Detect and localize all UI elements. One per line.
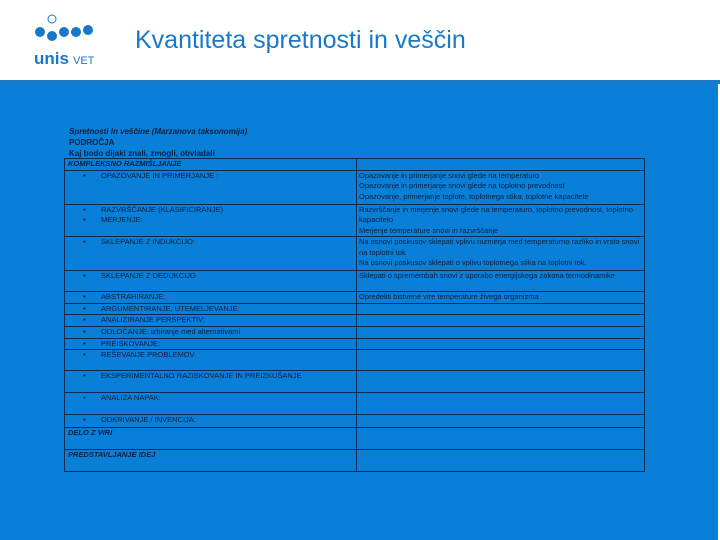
- bullet-icon: •: [83, 315, 86, 324]
- skill-item: [67, 315, 354, 326]
- bullet-icon: •: [83, 170, 86, 180]
- table-row: [65, 237, 645, 271]
- table-row: [65, 326, 645, 338]
- table-row: [65, 271, 645, 292]
- skill-item: [67, 371, 354, 382]
- skill-item: [67, 292, 354, 303]
- slide-header: [0, 0, 720, 80]
- section-header: DELO Z VIRI: [65, 428, 357, 450]
- example-text: Opazovanje in primerjanje snovi glede na temperaturo: [359, 170, 540, 180]
- skill-cell: [65, 350, 357, 371]
- skill-item: [67, 393, 354, 404]
- skill-item: [67, 350, 354, 361]
- example-cell: [357, 393, 645, 415]
- section-header: PREDSTAVLJANJE IDEJ: [65, 450, 357, 472]
- skill-cell: [65, 415, 357, 428]
- example-cell: [357, 315, 645, 327]
- bullet-icon: •: [83, 338, 86, 348]
- bullet-icon: •: [83, 292, 86, 301]
- table-row: [65, 338, 645, 350]
- table-row: [65, 393, 645, 415]
- unisvet-logo: [28, 12, 108, 72]
- svg-text:VET: VET: [73, 55, 95, 67]
- bullet-icon: •: [83, 237, 86, 246]
- bullet-icon: •: [83, 350, 86, 359]
- table-row: [65, 170, 645, 204]
- skill-label: ANALIZA NAPAK:: [101, 393, 161, 402]
- skill-label: ABSTRAHIRANJE:: [101, 292, 166, 301]
- skill-label: EKSPERIMENTALNO RAZISKOVANJE IN PREIZKUŠANJE: [101, 371, 302, 380]
- skill-label: ANALIZIRANJE PERSPEKTIV:: [101, 315, 205, 324]
- skill-item: [67, 304, 354, 315]
- skill-cell: [65, 371, 357, 393]
- skill-item: [67, 171, 354, 182]
- example-cell: [357, 292, 645, 304]
- table-row: [65, 450, 645, 472]
- bullet-icon: •: [83, 371, 86, 380]
- example-text: Opazovanje in primerjanje snovi glede na toplotno prevodnost: [359, 181, 565, 190]
- page-title: Kvantiteta spretnosti in veščin: [135, 26, 466, 54]
- example-text: Razvrščanje in merjenje snovi glede na temperaturo, toplotno prevodnost, toplotno kapaciteto: [359, 204, 633, 224]
- skill-item: [67, 339, 354, 350]
- example-cell: [357, 450, 645, 472]
- bullet-icon: •: [83, 326, 86, 336]
- table-row: [65, 303, 645, 315]
- section-header: KOMPLEKSNO RAZMIŠLJANJE: [65, 159, 357, 171]
- example-text: Sklepati o spremembah snovi z uporabo energijskega zakona termodinamike: [359, 271, 615, 280]
- example-text: Opazovanje, primerjanje toplote, toplotnega stika, toplotne kapacitete: [359, 191, 589, 201]
- intro-heading: Spretnosti in veščine (Marzanova taksonomija): [69, 127, 248, 136]
- example-cell: [357, 237, 645, 271]
- skill-label: SKLEPANJE Z INDUKCIJO:: [101, 237, 196, 246]
- bullet-icon: •: [83, 415, 86, 424]
- skill-cell: [65, 271, 357, 292]
- skill-cell: [65, 326, 357, 338]
- example-cell: [357, 428, 645, 450]
- example-cell: [357, 303, 645, 315]
- example-cell: [357, 170, 645, 204]
- skill-label: OPAZOVANJE IN PRIMERJANJE :: [101, 170, 219, 180]
- skill-label: ODLOČANJE: izbiranje med alternativami: [101, 326, 241, 336]
- skill-cell: [65, 303, 357, 315]
- example-cell: [357, 415, 645, 428]
- svg-text:unis: unis: [34, 49, 69, 68]
- skill-item: [67, 205, 354, 216]
- table-row: [65, 428, 645, 450]
- skill-label: RAZVRŠČANJE (KLASIFICIRANJE): [101, 204, 224, 214]
- skill-item: [67, 271, 354, 282]
- skill-label: REŠEVANJE PROBLEMOV: [101, 350, 195, 359]
- skill-cell: [65, 204, 357, 237]
- bullet-icon: •: [83, 303, 86, 313]
- skill-item: [67, 215, 354, 226]
- skill-label: ODKRIVANJE / INVENCIJA:: [101, 415, 196, 424]
- bullet-icon: •: [83, 204, 86, 214]
- example-cell: [357, 204, 645, 237]
- table-row: [65, 292, 645, 304]
- skills-table: [64, 158, 645, 472]
- skill-item: [67, 237, 354, 248]
- skill-cell: [65, 338, 357, 350]
- skill-label: SKLEPANJE Z DEDUKCIJO: [101, 271, 196, 280]
- table-row: [65, 350, 645, 371]
- intro-question: Kaj bodo dijaki znali, zmogli, obvladali: [69, 149, 215, 158]
- example-cell: [357, 350, 645, 371]
- skill-cell: [65, 237, 357, 271]
- skill-label: PREISKOVANJE:: [101, 338, 161, 348]
- table-row: [65, 371, 645, 393]
- skill-item: [67, 415, 354, 426]
- intro-areas: PODROČJA: [69, 138, 115, 147]
- table-row: [65, 315, 645, 327]
- example-text: Na osnovi poskusov sklepati vplivu razmerja med temperaturno razliko in vrsto snovi na toplotni tok: [359, 237, 640, 257]
- bullet-icon: •: [83, 393, 86, 402]
- example-cell: [357, 326, 645, 338]
- skill-label: ARGUMENTIRANJE, UTEMELJEVANJE:: [101, 303, 240, 313]
- example-text: Merjenje temperature snovi in razvrščanje: [359, 225, 499, 235]
- example-cell: [357, 338, 645, 350]
- example-text: Opredeliti bistvene vire temperature živega organizma: [359, 292, 539, 301]
- skill-label: MERJENJE:: [101, 215, 143, 224]
- table-row: [65, 415, 645, 428]
- skill-item: [67, 327, 354, 338]
- skill-cell: [65, 170, 357, 204]
- example-cell: [357, 271, 645, 292]
- skill-cell: [65, 315, 357, 327]
- example-text: Na osnovi poskusov sklepati o vplivu toplotnega stika na toplotni tok.: [359, 258, 587, 267]
- skill-cell: [65, 292, 357, 304]
- bullet-icon: •: [83, 271, 86, 280]
- skill-cell: [65, 393, 357, 415]
- bullet-icon: •: [83, 215, 86, 224]
- table-row: [65, 204, 645, 237]
- example-cell: [357, 371, 645, 393]
